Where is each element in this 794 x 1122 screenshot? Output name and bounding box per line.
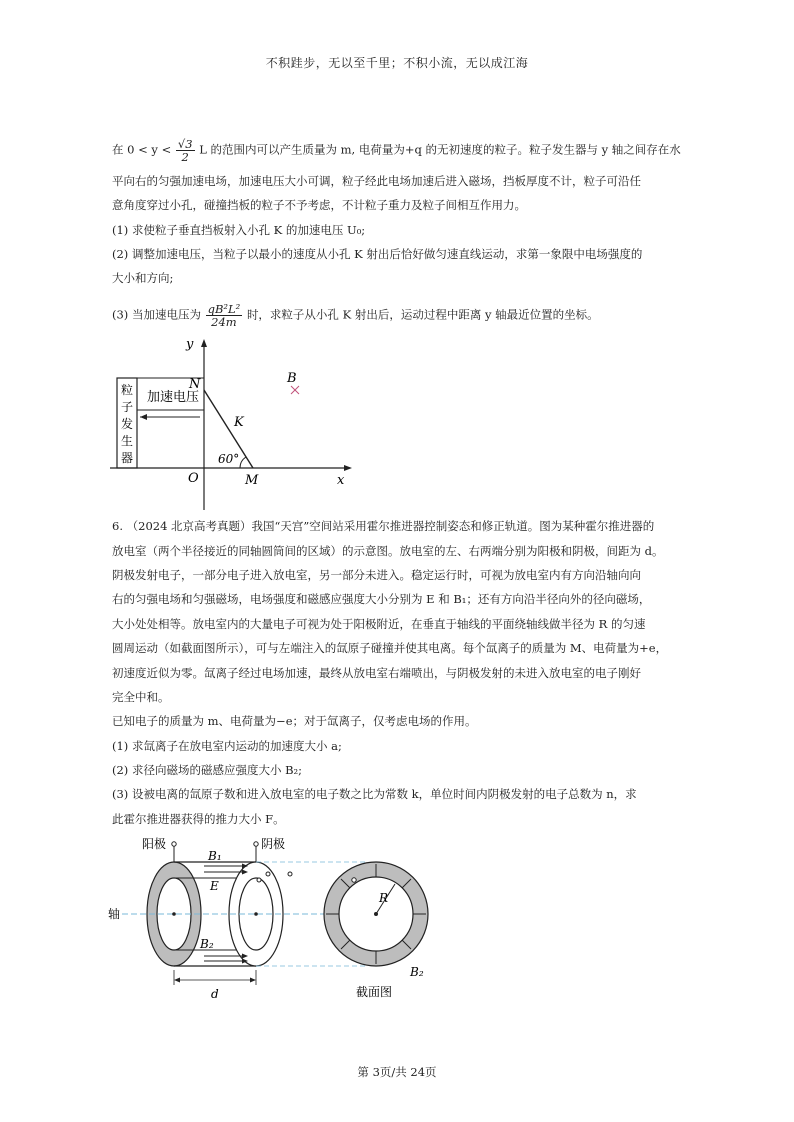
section-caption: 截面图	[356, 985, 393, 999]
figure-particle-generator	[100, 330, 360, 515]
d-arrow-right	[250, 978, 256, 983]
y-axis-label: y	[186, 337, 194, 352]
p5-q1: (1) 求使粒子垂直挡板射入小孔 K 的加速电压 U₀;	[112, 223, 366, 237]
b1-label: B₁	[208, 849, 222, 863]
angle-label: 60°	[218, 452, 240, 466]
p6-line1: 6. （2024 北京高考真题）我国“天宫”空间站采用霍尔推进器控制姿态和修正轨道。图为某种霍尔推进器的	[112, 519, 655, 533]
d-label: d	[211, 987, 219, 1001]
angle-arc	[240, 457, 246, 468]
point-n-label: N	[189, 377, 201, 392]
p6-line5: 大小处处相等。放电室内的大量电子可视为处于阳极附近，在垂直于轴线的平面绕轴线做半径为 R 的匀速	[112, 617, 646, 631]
p5-line1	[112, 138, 681, 163]
frac1-den: 2	[181, 150, 189, 164]
p6-line9: 已知电子的质量为 m、电荷量为−e；对于氙离子，仅考虑电场的作用。	[112, 714, 477, 728]
section-b2-label: B₂	[410, 965, 424, 979]
point-k-label: K	[234, 415, 244, 430]
point-m-label: M	[245, 473, 259, 488]
p6-line3: 阴极发射电子，一部分电子进入放电室，另一部分未进入。稳定运行时，可视为放电室内有方向沿轴向向	[112, 568, 641, 582]
frac1-num: √3	[177, 137, 193, 151]
d-arrow-left	[174, 978, 180, 983]
page-header: 不积跬步，无以至千里；不积小流，无以成江海	[265, 56, 529, 70]
p5-q3-a: (3) 当加速电压为	[112, 307, 201, 322]
field-arrowhead	[140, 414, 147, 420]
p5-line1-a: 在 0 < y <	[112, 142, 172, 157]
generator-char-0: 粒	[120, 383, 134, 397]
anode-center-dot	[172, 912, 176, 916]
radius-label: R	[379, 891, 389, 905]
electron-dot-1	[257, 878, 261, 882]
p5-q2a: (2) 调整加速电压，当粒子以最小的速度从小孔 K 射出后恰好做匀速直线运动，求第一象限中电场强度的	[112, 247, 643, 261]
anode-label: 阳极	[142, 837, 167, 851]
frac2-den: 24m	[211, 315, 237, 329]
axis-label: 轴	[108, 907, 121, 921]
electron-dot-3	[288, 872, 292, 876]
cathode-center-dot	[254, 912, 258, 916]
page-footer: 第 3页/共 24页	[357, 1065, 437, 1079]
figure-hall-thruster	[108, 830, 438, 1020]
generator-char-3: 生	[120, 434, 134, 448]
p6-line8: 完全中和。	[112, 690, 170, 704]
p6-line6: 圆周运动（如截面图所示），可与左端注入的氙原子碰撞并使其电离。每个氙离子的质量为 M、电荷量为+e，	[112, 641, 668, 655]
p6-q2: (2) 求径向磁场的磁感应强度大小 B₂;	[112, 763, 303, 777]
generator-char-4: 器	[120, 451, 134, 465]
p6-q1: (1) 求氙离子在放电室内运动的加速度大小 a;	[112, 739, 342, 753]
p6-q3a: (3) 设被电离的氙原子数和进入放电室的电子数之比为常数 k，单位时间内阴极发射的电子总数为 n，求	[112, 787, 637, 801]
fraction-qb2l2-over-24m	[206, 303, 243, 328]
p5-q3-b: 时，求粒子从小孔 K 射出后，运动过程中距离 y 轴最近位置的坐标。	[246, 307, 599, 322]
generator-char-2: 发	[120, 417, 134, 431]
generator-char-1: 子	[120, 400, 134, 414]
cathode-terminal	[254, 842, 258, 846]
cathode-label: 阴极	[261, 837, 286, 851]
p6-q3b: 此霍尔推进器获得的推力大小 F。	[112, 812, 285, 826]
frac2-num: qB²L²	[207, 302, 241, 316]
accel-voltage-label: 加速电压	[146, 390, 200, 405]
fraction-sqrt3-over-2	[176, 138, 195, 163]
p6-line2: 放电室（两个半径接近的同轴圆筒间的区域）的示意图。放电室的左、右两端分别为阳极和阴极，间距为 d。	[112, 544, 664, 558]
electron-dot-2	[266, 872, 270, 876]
p5-q3	[112, 303, 599, 328]
p5-line1-b: L 的范围内可以产生质量为 m, 电荷量为+q 的无初速度的粒子。粒子发生器与 y 轴之间存在水	[199, 142, 681, 157]
b-field-label: B	[287, 371, 297, 386]
anode-terminal	[172, 842, 176, 846]
y-axis-arrow	[201, 339, 207, 347]
x-axis-arrow	[344, 465, 352, 471]
p6-line7: 初速度近似为零。氙离子经过电场加速，最终从放电室右端喷出，与阴极发射的未进入放电室的电子刚好	[112, 666, 641, 680]
b-field-cross-icon	[291, 386, 299, 394]
p5-line3: 意角度穿过小孔，碰撞挡板的粒子不予考虑，不计粒子重力及粒子间相互作用力。	[112, 198, 526, 212]
origin-label: O	[188, 471, 199, 486]
section-electron	[352, 878, 356, 882]
p5-q2b: 大小和方向;	[112, 271, 174, 285]
e-label: E	[210, 879, 219, 893]
b2-label: B₂	[200, 937, 214, 951]
x-axis-label: x	[337, 473, 345, 488]
p6-line4: 右的匀强电场和匀强磁场，电场强度和磁感应强度大小分别为 E 和 B₁；还有方向沿半径向外的径向磁场，	[112, 592, 651, 606]
p5-line2: 平向右的匀强加速电场，加速电压大小可调，粒子经此电场加速后进入磁场，挡板厚度不计，粒子可沿任	[112, 174, 641, 188]
